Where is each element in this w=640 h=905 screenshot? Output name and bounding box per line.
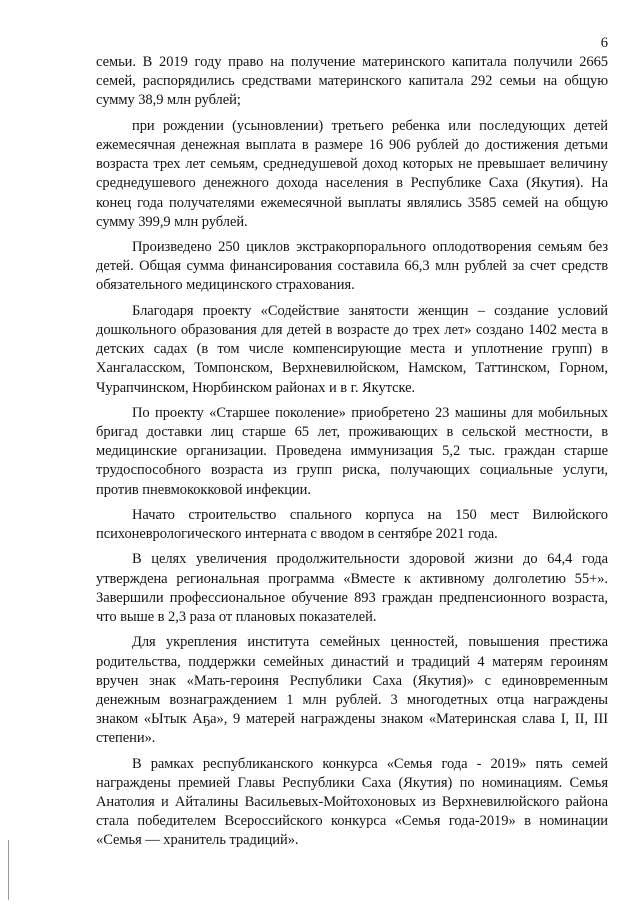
paragraph-active-longevity-program: В целях увеличения продолжительности здоровой жизни до 64,4 года утверждена региональная программа «Вместе к активному долголетию 55+». Завершили профессиональное обучение 893 граждан предпенсионного возраста, что выше в 2,3 раза от плановых показателей. <box>96 551 608 626</box>
paragraph-older-generation-project: По проекту «Старшее поколение» приобретено 23 машины для мобильных бригад доставки лиц старше 65 лет, проживающих в сельской местности, в медицинские организации. Проведена иммунизация 5,2 тыс. граждан старше трудоспособного возраста из групп риска, получающих социальные услуги, против пневмококковой инфекции. <box>96 404 608 498</box>
document-body <box>96 53 608 851</box>
paragraph-vilyuy-boarding-house: Начато строительство спального корпуса на 150 мест Вилюйского психоневрологического интерната с вводом в сентябре 2021 года. <box>96 506 608 543</box>
paragraph-maternity-capital: семьи. В 2019 году право на получение материнского капитала получили 2665 семей, распорядились средствами материнского капитала 292 семьи на общую сумму 38,9 млн рублей; <box>96 54 608 109</box>
paragraph-ivf-cycles: Произведено 250 циклов экстракорпорального оплодотворения семьям без детей. Общая сумма финансирования составила 66,3 млн рублей за счет средств обязательного медицинского страхования. <box>96 239 608 294</box>
paragraph-third-child-payment: при рождении (усыновлении) третьего ребенка или последующих детей ежемесячная денежная выплата в размере 16 906 рублей до достижения детьми возраста трех лет семьям, среднедушевой доход которых не превышает величину среднедушевого денежного дохода населения в Республике Саха (Якутия). На конец года получателями ежемесячной выплаты являлись 3585 семей на общую сумму 399,9 млн рублей. <box>96 117 608 230</box>
paragraph-women-employment-project: Благодаря проекту «Содействие занятости женщин – создание условий дошкольного образования для детей в возрасте до трех лет» создано 1402 места в детских садах (в том числе компенсирующие места и уплотнение групп) в Хангаласском, Томпонском, Верхневилюйском, Намском, Таттинском, Горном, Чурапчинском, Нюрбинском районах и в г. Якутске. <box>96 302 608 396</box>
paragraph-family-of-the-year: В рамках республиканского конкурса «Семья года - 2019» пять семей награждены премией Главы Республики Саха (Якутия) по номинациям. Семья Анатолия и Айталины Васильевых-Мойтохоновых из Верхневилюйского района стала победителем Всероссийского конкурса «Семья года-2019» в номинации «Семья — хранитель традиций». <box>96 755 608 849</box>
page-number: 6 <box>600 35 608 51</box>
scan-margin-line <box>8 840 9 900</box>
paragraph-family-values-awards: Для укрепления института семейных ценностей, повышения престижа родительства, поддержки семейных династий и традиций 4 матерям героиням вручен знак «Мать-героиня Республики Саха (Якутия)» с единовременным денежным вознаграждением 1 млн рублей. 3 многодетных отца награждены знаком «Ытык Аҕа», 9 матерей награждены знаком «Материнская слава I, II, III степени». <box>96 634 608 747</box>
